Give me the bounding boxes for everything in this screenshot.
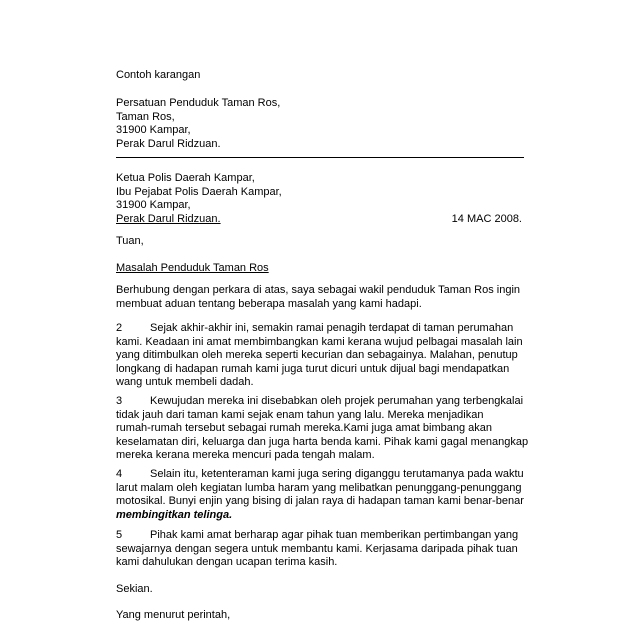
paragraph-line: yang ditimbulkan oleh mereka seperti kecurian dan sebagainya. Malahan, penutup (116, 349, 518, 362)
signoff: Yang menurut perintah, (116, 609, 231, 621)
paragraph-line: longkang di hadapan rumah kami juga turut dicuri untuk dijual bagi mendapatkan (116, 362, 510, 375)
sender-line: Taman Ros, (116, 110, 175, 123)
recipient-line-last (116, 213, 526, 227)
paragraph-line: keselamatan diri, keluarga dan juga harta benda kami. Pihak kami gagal menangkap (116, 435, 529, 448)
paragraph-text: Sejak akhir-akhir ini, semakin ramai penagih terdapat di taman perumahan (150, 322, 514, 334)
subject-text: Masalah Penduduk Taman Ros (116, 262, 269, 274)
paragraph-number: 4 (116, 468, 123, 480)
paragraph-line: tidak jauh dari taman kami sejak enam tahun yang lalu. Mereka menjadikan (116, 408, 484, 421)
paragraph-line: mereka kerana mereka mencuri pada tengah malam. (116, 449, 375, 462)
sender-line: Perak Darul Ridzuan. (116, 137, 221, 150)
paragraph-line: rumah-rumah tersebut sebagai rumah mereka.Kami juga amat bimbang akan (116, 422, 493, 435)
paragraph-text: Pihak kami amat berharap agar pihak tuan memberikan pertimbangan yang (150, 529, 519, 541)
paragraph-number: 3 (116, 395, 123, 407)
paragraph-number: 2 (116, 322, 123, 334)
paragraph-4 (116, 468, 526, 522)
closing: Sekian. (116, 583, 153, 595)
paragraph-first-line (116, 322, 526, 336)
paragraph-line: sewajarnya dengan segera untuk membantu kami. Kerjasama daripada pihak tuan (116, 542, 518, 555)
intro-paragraph (116, 284, 526, 311)
paragraph-line: larut malam oleh kegiatan lumba haram yang melibatkan penunggang-penunggang (116, 481, 522, 494)
letter-date: 14 MAC 2008. (451, 212, 522, 225)
recipient-line: Ketua Polis Daerah Kampar, (116, 172, 255, 184)
recipient-state: Perak Darul Ridzuan. (116, 212, 221, 225)
paragraph-first-line (116, 395, 526, 409)
paragraph-2 (116, 322, 526, 390)
paragraph-line: kami dahulukan dengan ucapan terima kasih. (116, 556, 338, 569)
sender-line: Persatuan Penduduk Taman Ros, (116, 97, 281, 109)
paragraph-text: Selain itu, ketenteraman kami juga sering diganggu terutamanya pada waktu (150, 468, 524, 480)
paragraph-5 (116, 529, 526, 570)
salutation: Tuan, (116, 235, 144, 247)
paragraph-line: wang untuk membeli dadah. (116, 376, 254, 389)
divider-line (116, 157, 524, 158)
paragraph-first-line (116, 468, 526, 482)
emphasis-text: membingitkan telinga. (116, 508, 233, 521)
paragraph-number: 5 (116, 529, 123, 541)
paragraph-text: Kewujudan mereka ini disebabkan oleh projek perumahan yang terbengkalai (150, 395, 524, 407)
paragraph-line: motosikal. Bunyi enjin yang bising di jalan raya di hadapan taman kami benar-benar (116, 495, 524, 508)
paragraph-line: kami. Keadaan ini amat membimbangkan kami kerana wujud pelbagai masalah lain (116, 335, 523, 348)
recipient-line: Ibu Pejabat Polis Daerah Kampar, (116, 185, 282, 198)
letter-heading: Contoh karangan (116, 69, 201, 81)
paragraph-line: membuat aduan tentang beberapa masalah yang kami hadapi. (116, 297, 422, 310)
recipient-line: 31900 Kampar, (116, 199, 191, 212)
recipient-address (116, 172, 526, 226)
subject-line (116, 262, 526, 276)
paragraph-3 (116, 395, 529, 463)
sender-address (116, 97, 526, 151)
paragraph-first-line (116, 529, 526, 543)
paragraph-line: Berhubung dengan perkara di atas, saya sebagai wakil penduduk Taman Ros ingin (116, 284, 521, 296)
sender-line: 31900 Kampar, (116, 124, 191, 137)
